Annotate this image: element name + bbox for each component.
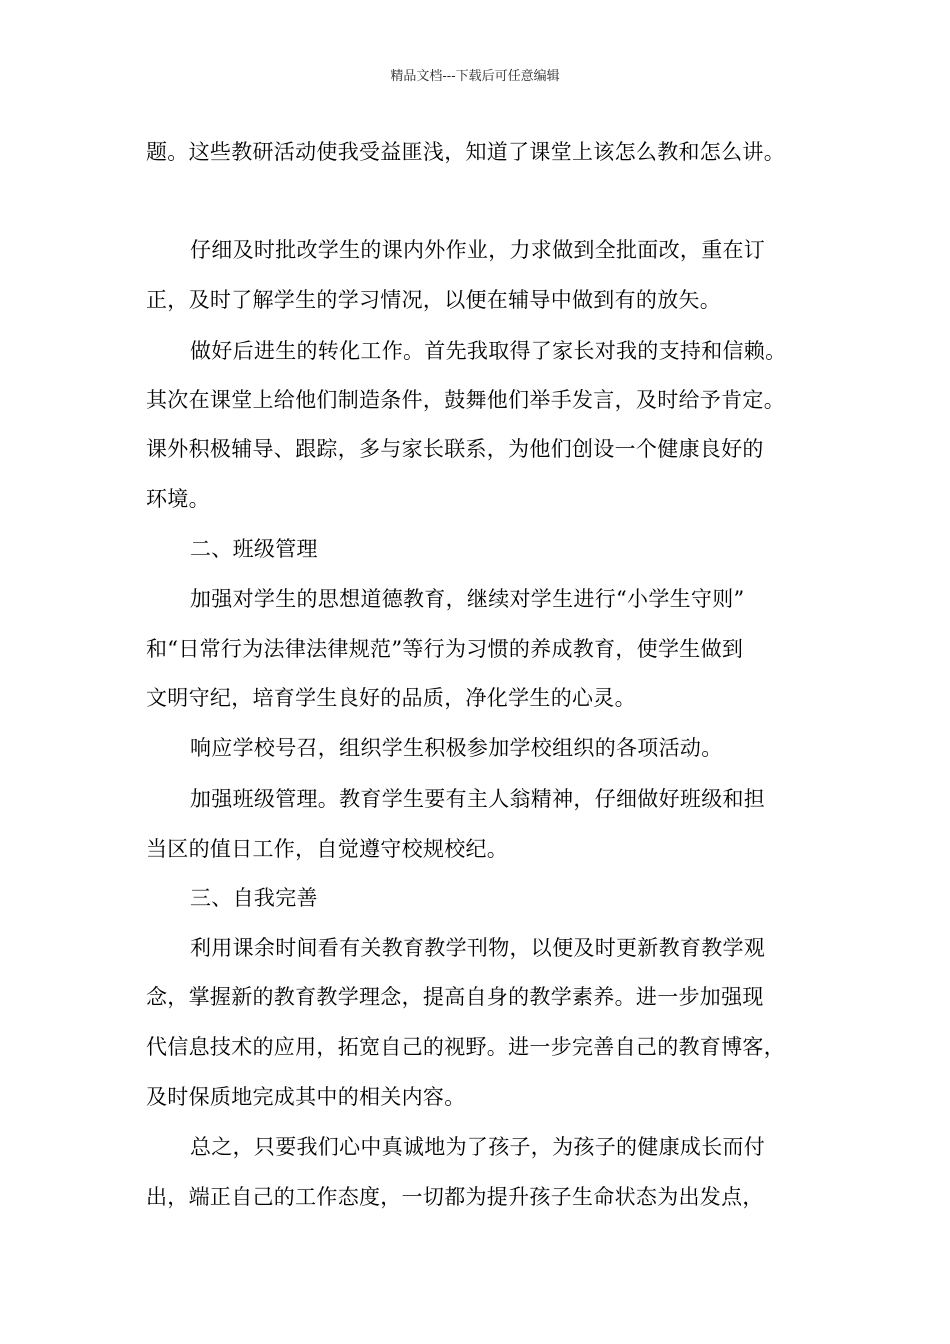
body-line: 当区的值日工作，自觉遵守校规校纪。 <box>146 837 509 861</box>
body-line: 加强班级管理。教育学生要有主人翁精神，仔细做好班级和担 <box>190 787 766 811</box>
body-line: 题。这些教研活动使我受益匪浅，知道了课堂上该怎么教和怎么讲。 <box>146 140 785 164</box>
page-header: 精品文档---下载后可任意编辑 <box>390 69 560 84</box>
body-line: 加强对学生的思想道德教育，继续对学生进行“小学生守则” <box>190 587 745 611</box>
section-heading: 三、自我完善 <box>190 886 318 910</box>
body-line: 做好后进生的转化工作。首先我取得了家长对我的支持和信赖。 <box>190 339 787 363</box>
body-line: 念，掌握新的教育教学理念，提高自身的教学素养。进一步加强现 <box>146 985 764 1009</box>
body-line: 利用课余时间看有关教育教学刊物，以便及时更新教育教学观 <box>190 936 766 960</box>
body-line: 仔细及时批改学生的课内外作业，力求做到全批面改，重在订 <box>190 238 766 262</box>
body-line: 文明守纪，培育学生良好的品质，净化学生的心灵。 <box>146 686 636 710</box>
body-line: 环境。 <box>146 487 210 511</box>
body-line: 正，及时了解学生的学习情况，以便在辅导中做到有的放矢。 <box>146 288 722 312</box>
body-line: 其次在课堂上给他们制造条件，鼓舞他们举手发言，及时给予肯定。 <box>146 388 785 412</box>
body-line: 课外积极辅导、跟踪，多与家长联系，为他们创设一个健康良好的 <box>146 437 764 461</box>
body-line: 代信息技术的应用，拓宽自己的视野。进一步完善自己的教育博客， <box>146 1035 785 1059</box>
body-line: 响应学校号召，组织学生积极参加学校组织的各项活动。 <box>190 736 723 760</box>
body-line: 和“日常行为法律法律规范”等行为习惯的养成教育，使学生做到 <box>146 637 744 661</box>
body-line: 出，端正自己的工作态度，一切都为提升孩子生命状态为出发点， <box>146 1185 764 1209</box>
section-heading: 二、班级管理 <box>190 537 318 561</box>
body-line: 总之，只要我们心中真诚地为了孩子，为孩子的健康成长而付 <box>190 1135 766 1159</box>
body-line: 及时保质地完成其中的相关内容。 <box>146 1085 466 1109</box>
